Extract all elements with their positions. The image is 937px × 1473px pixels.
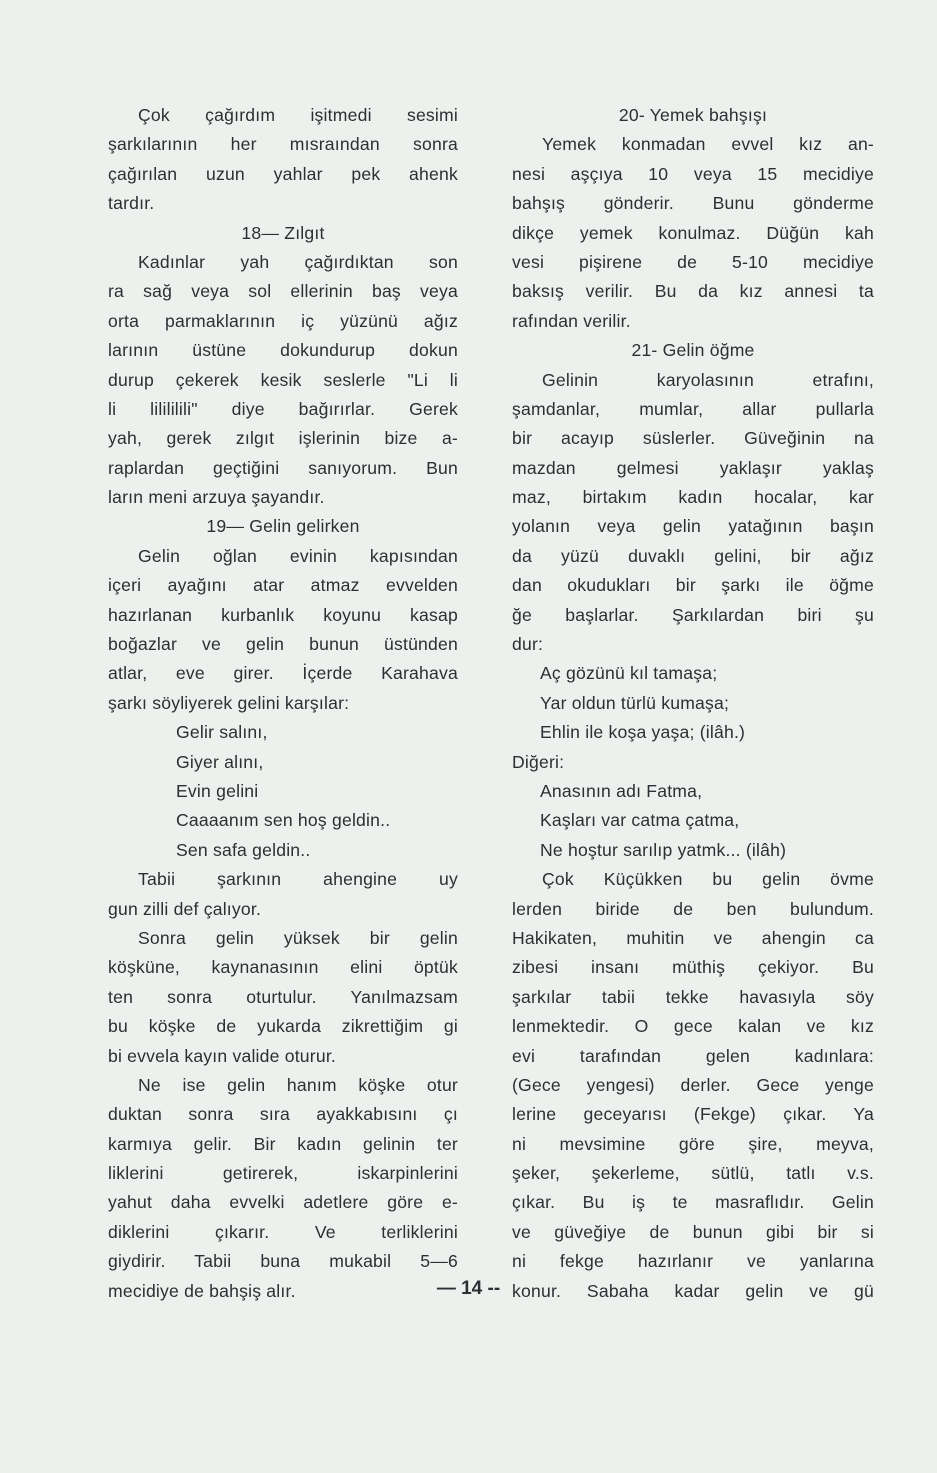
left-column-line: Sonra gelin yüksek bir gelin — [138, 927, 458, 948]
right-column-line: Yemek konmadan evvel kız an- — [542, 134, 874, 155]
left-column-line: tardır. — [108, 193, 155, 214]
left-column-line: Kadınlar yah çağırdıktan son — [138, 251, 458, 272]
left-column-line: Ne ise gelin hanım köşke otur — [138, 1074, 458, 1095]
right-column-line: Ne hoştur sarılıp yatmk... (ilâh) — [540, 839, 787, 860]
left-column-line: ra sağ veya sol ellerinin baş veya — [108, 281, 458, 302]
right-column-line: mazdan gelmesi yaklaşır yaklaş — [512, 457, 874, 478]
left-column-line: yah, gerek zılgıt işlerinin bize a- — [108, 428, 458, 449]
right-column-line: dur: — [512, 634, 544, 655]
left-column-line: Tabii şarkının ahengine uy — [138, 869, 458, 890]
left-column-line: orta parmaklarının iç yüzünü ağız — [108, 310, 458, 331]
left-column-line: Gelir salını, — [176, 722, 268, 743]
right-column-line: lerden biride de ben bulundum. — [512, 898, 874, 919]
left-column-line: ten sonra oturtulur. Yanılmazsam — [108, 986, 458, 1007]
left-column-line: bi evvela kayın valide oturur. — [108, 1045, 337, 1066]
right-column-line: baksış verilir. Bu da kız annesi ta — [512, 281, 874, 302]
left-column-line: giydirir. Tabii buna mukabil 5—6 — [108, 1251, 458, 1272]
left-column-line: karmıya gelir. Bir kadın gelinin ter — [108, 1133, 458, 1154]
left-column-line: atlar, eve girer. İçerde Karahava — [108, 663, 458, 684]
right-column-line: ni fekge hazırlanır ve yanlarına — [512, 1251, 874, 1272]
right-column-line: ve güveğiye de bunun gibi bir si — [512, 1221, 874, 1242]
right-column-line: zibesi insanı müthiş çekiyor. Bu — [512, 957, 874, 978]
right-column-line: rafından verilir. — [512, 310, 631, 331]
right-column-line: Yar oldun türlü kumaşa; — [540, 692, 730, 713]
right-column-line: şamdanlar, mumlar, allar pullarla — [512, 398, 874, 419]
left-column-line: hazırlanan kurbanlık koyunu kasap — [108, 604, 458, 625]
left-column-line: gun zilli def çalıyor. — [108, 898, 262, 919]
left-column-line: larının üstüne dokundurup dokun — [108, 340, 458, 361]
right-column-line: Çok Küçükken bu gelin övme — [542, 869, 874, 890]
right-column-line: bir acayıp süslerler. Güveğinin na — [512, 428, 874, 449]
left-column-line: Sen safa geldin.. — [176, 839, 311, 860]
right-column-line: lerine geceyarısı (Fekge) çıkar. Ya — [512, 1104, 874, 1125]
right-column-line: ğe başlarlar. Şarkılardan biri şu — [512, 604, 874, 625]
left-column-line: bu köşke de yukarda zikrettiğim gi — [108, 1016, 458, 1037]
right-column-line: Ehlin ile koşa yaşa; (ilâh.) — [540, 722, 746, 743]
right-column-line: lenmektedir. O gece kalan ve kız — [512, 1016, 874, 1037]
right-column-line: konur. Sabaha kadar gelin ve gü — [512, 1280, 874, 1301]
right-column-line: yolanın veya gelin yatağının başın — [512, 516, 874, 537]
right-column-line: şeker, şekerleme, sütlü, tatlı v.s. — [512, 1163, 874, 1184]
left-text-column — [108, 101, 458, 1306]
right-column-line: 20- Yemek bahşışı — [618, 105, 768, 125]
left-column-line: Gelin oğlan evinin kapısından — [138, 545, 458, 566]
left-column-line: 18— Zılgıt — [241, 222, 325, 243]
page-number: — 14 -- — [436, 1278, 501, 1299]
right-column-line: nesi aşçıya 10 veya 15 mecidiye — [512, 163, 874, 184]
right-text-column — [512, 101, 874, 1306]
right-column-line: Gelinin karyolasının etrafını, — [542, 369, 874, 390]
right-column-line: da yüzü duvaklı gelini, bir ağız — [512, 545, 874, 566]
left-column-line: duktan sonra sıra ayakkabısını çı — [108, 1104, 458, 1125]
right-column-line: şarkılar tabii tekke havasıyla söy — [512, 986, 874, 1007]
right-column-line: maz, birtakım kadın hocalar, kar — [512, 487, 874, 508]
left-column-line: şarkı söyliyerek gelini karşılar: — [108, 692, 350, 713]
left-column-line: Çok çağırdım işitmedi sesimi — [138, 105, 458, 125]
right-column-line: çıkar. Bu iş te masraflıdır. Gelin — [512, 1192, 874, 1213]
left-column-line: diklerini çıkarır. Ve terliklerini — [108, 1221, 458, 1242]
right-column-line: Aç gözünü kıl tamaşa; — [540, 663, 718, 684]
left-column-line: 19— Gelin gelirken — [206, 516, 360, 537]
right-column-line: (Gece yengesi) derler. Gece yenge — [512, 1074, 874, 1095]
left-column-line: boğazlar ve gelin bunun üstünden — [108, 634, 458, 655]
right-column-line: Kaşları var catma çatma, — [540, 810, 740, 831]
left-column-line: durup çekerek kesik seslerle "Li li — [108, 369, 458, 390]
left-column-line: köşküne, kaynanasının elini öptük — [108, 957, 458, 978]
left-column-line: liklerini getirerek, iskarpinlerini — [108, 1163, 458, 1184]
left-column-line: mecidiye de bahşiş alır. — [108, 1280, 296, 1301]
right-column-line: evi tarafından gelen kadınlara: — [512, 1045, 874, 1066]
left-column-line: içeri ayağını atar atmaz evvelden — [108, 575, 458, 596]
right-column-line: bahşış gönderir. Bunu gönderme — [512, 193, 874, 214]
right-column-line: Hakikaten, muhitin ve ahengin ca — [512, 927, 874, 948]
left-column-line: Giyer alını, — [176, 751, 264, 772]
right-column-line: vesi pişirene de 5-10 mecidiye — [512, 251, 874, 272]
left-column-line: li lilililili" diye bağırırlar. Gerek — [108, 398, 458, 419]
left-column-line: ların meni arzuya şayandır. — [108, 487, 325, 508]
left-column-line: Caaaanım sen hoş geldin.. — [176, 810, 391, 831]
right-column-line: 21- Gelin öğme — [631, 340, 755, 361]
left-column-line: raplardan geçtiğini sanıyorum. Bun — [108, 457, 458, 478]
right-column-line: ni mevsimine göre şire, meyva, — [512, 1133, 874, 1154]
left-column-line: Evin gelini — [176, 780, 259, 801]
left-column-line: çağırılan uzun yahlar pek ahenk — [108, 163, 458, 184]
right-column-line: dikçe yemek konulmaz. Düğün kah — [512, 222, 874, 243]
right-column-line: Anasının adı Fatma, — [540, 780, 703, 801]
right-column-line: Diğeri: — [512, 751, 565, 772]
right-column-line: dan okudukları bir şarkı ile öğme — [512, 575, 874, 596]
left-column-line: yahut daha evvelki adetlere göre e- — [108, 1192, 458, 1213]
left-column-line: şarkılarının her mısraından sonra — [108, 134, 458, 155]
